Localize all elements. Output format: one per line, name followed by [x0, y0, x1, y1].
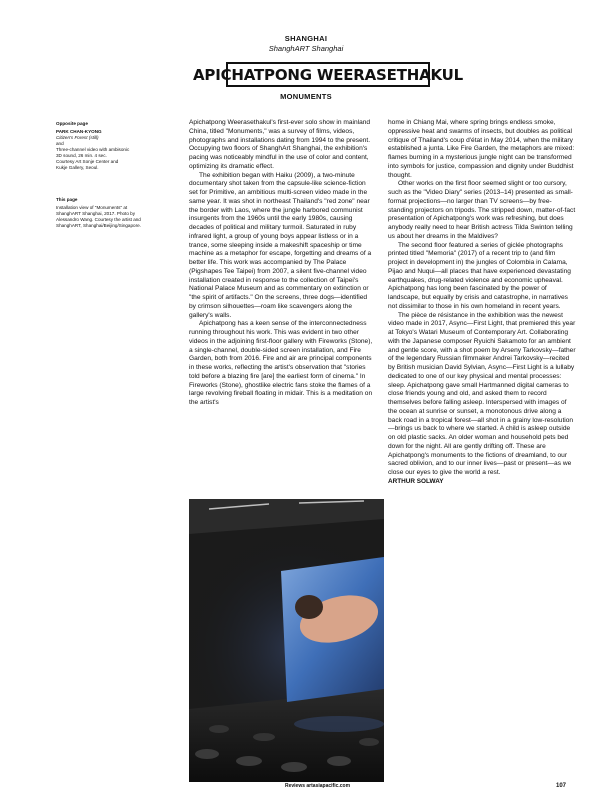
- article-paragraph: Other works on the first floor seemed slight or too cursory, such as the "Video Diary" series (2013–14) presented as small-format projections—no larger than TV screens—by free-standing projectors on tripods. The stripped down, matter-of-fact presentation of Apichatpong's work was refreshing, but does anybody really need to hear British actress Tilda Swinton telling us about her dreams in the Maldives?: [388, 180, 576, 240]
- title-box: [193, 62, 463, 87]
- floor-cushion: [209, 725, 229, 733]
- floor-cushion: [236, 756, 262, 766]
- article-column-2: [388, 119, 576, 487]
- caption-line: ShanghART Shanghai, 2017. Photo by: [56, 211, 136, 216]
- floor-cushion: [253, 733, 275, 741]
- floor-reflection: [294, 716, 384, 732]
- caption-line: ShanghART, Shanghai/Beijing/Singapore.: [56, 223, 141, 228]
- header-city: SHANGHAI: [284, 34, 328, 43]
- header-venue: ShanghART Shanghai: [268, 44, 344, 53]
- article-paragraph: home in Chiang Mai, where spring brings endless smoke, oppressive heat and swarms of insects, but doubles as political critique of Thailand's coup d'état in May 2014, when the military established a junta. Like Fire Garden, the metaphors are mixed: flames burning in a mysterious jungle night can be transformed into symbols for justice, compassion and dignity under Buddhist thought.: [388, 119, 575, 179]
- footer-site: Reviews artasiapacific.com: [285, 783, 351, 789]
- caption-line: and: [56, 141, 64, 146]
- article-paragraph: Apichatpong Weerasethakul's first-ever solo show in mainland China, titled "Monuments," was a survey of films, videos, photographs and installations dating from 1994 to the present. Occupying two floors of ShanghArt Shanghai, the exhibition's pacing was noticeably mindful in the use of color and content, optimizing its dramatic effect.: [189, 119, 371, 170]
- article-paragraph: The second floor featured a series of giclée photographs printed titled "Memoria" (2017) of a recent trip to (and film project in development in) the jungles of Colombia in Calama, Pijao and Nuqui—all places that have experienced devastating earthquakes, drug-related violence and economic upheaval. Apichatpong has long been fascinated by the power of landscape, but equally by crisis and catastrophe, in narratives not dissimilar to those in his own homeland in recent years.: [388, 241, 571, 310]
- page-subtitle: MONUMENTS: [280, 92, 332, 101]
- floor-cushion: [195, 749, 219, 759]
- caption-line: Installation view of "Monuments" at: [56, 205, 128, 210]
- caption-opposite-heading: Opposite page: [56, 121, 88, 126]
- caption-line: Kukje Gallery, Seoul.: [56, 165, 99, 170]
- caption-line: Citizen's Forest (still): [56, 135, 99, 140]
- caption-this: [56, 197, 166, 229]
- caption-line: 3D sound, 26 min. 4 sec.: [56, 153, 107, 158]
- caption-this-heading: This page: [56, 197, 78, 202]
- figure-head: [295, 595, 323, 619]
- floor-cushion: [327, 756, 351, 766]
- page-number: 107: [556, 783, 567, 789]
- caption-opposite: [56, 121, 166, 171]
- floor-cushion: [359, 738, 379, 746]
- caption-line: Courtesy Art Sonje Center and: [56, 159, 119, 164]
- caption-line: PARK CHAN-KYONG: [56, 129, 102, 134]
- author-byline: ARTHUR SOLWAY: [388, 477, 444, 485]
- caption-line: Alessandro Wang. Courtesy the artist and: [56, 217, 141, 222]
- floor-cushion: [281, 762, 307, 772]
- installation-photo: [189, 499, 384, 782]
- page-title: APICHATPONG WEERASETHAKUL: [193, 65, 463, 84]
- article-paragraph: The pièce de résistance in the exhibition was the newest video made in 2017, Async—First Light, that premiered this year at Tokyo's Watari Museum of Contemporary Art. Collaborating with the Japanese composer Ryuichi Sakamoto for an ambient and gentle score, with a shot poem by Arseny Tarkovsky—father of the legendary Russian filmmaker Andrei Tarkovsky—recited by British musician David Sylvian, Async—First Light is a lullaby dedicated to one of our key physical and mental processes: sleep. Apichatpong gave small Hartmanned digital cameras to close friends young and old, and asked them to record themselves before falling asleep. Interspersed with images of the ocean at sunrise or sunset, a monotonous drive along a back road in a tropical forest—all shot in a grainy low-resolution—brings us back to where we started. A child is asleep outside on old plastic sacks. An older woman and household pets bed down for the night. All are gently drifting off. These are Apichatpong's monuments to the fictions of dreamland, to our sacred oblivion, and to our inner lives—past or present—as we close our eyes to give the world a rest.: [388, 311, 576, 476]
- article-paragraph: The exhibition began with Haiku (2009), a two-minute documentary shot taken from the capsule-like science-fiction set for Primitive, an ambitious multi-screen video made in the same year. It was shot in northeast Thailand's "red zone" near the border with Laos, where the jungle harbored communist insurgents from the 1960s until the early 1980s, causing decades of political and military turmoil. Saturated in ruby infrared light, a group of young boys appear listless or in a trance, some sleeping inside a makeshift spaceship or time machine as a metaphor for escape, forgetting and dreams of a better life. This work was accompanied by The Palace (Pigshapes Tee Taipei) from 2007, a silent five-channel video installation created in response to the collection of Taipei's National Palace Museum and as commentary on extinction or "the spirit of artifacts." On the screens, three dogs—identified by crimson silhouettes—roam like scavengers along the gallery's walls.: [189, 171, 372, 319]
- caption-line: Three-channel video with ambisonic: [56, 147, 130, 152]
- article-paragraph: Apichatpong has a keen sense of the interconnectedness running throughout his work. This was evident in two other videos in the adjoining first-floor gallery with Fireworks (Stone), a single-channel, double-sided screen installation, and Fire Garden, both from 2016. Fire and air are principal components in these works, reflecting the artist's observation that "stories told before a blazing fire [are] the earliest form of cinema." In Fireworks (Stone), ghostlike electric fans stoke the flames of a large revolving fireball floating in midair. This is a meditation on the artist's: [189, 320, 373, 406]
- article-column-1: [189, 119, 375, 408]
